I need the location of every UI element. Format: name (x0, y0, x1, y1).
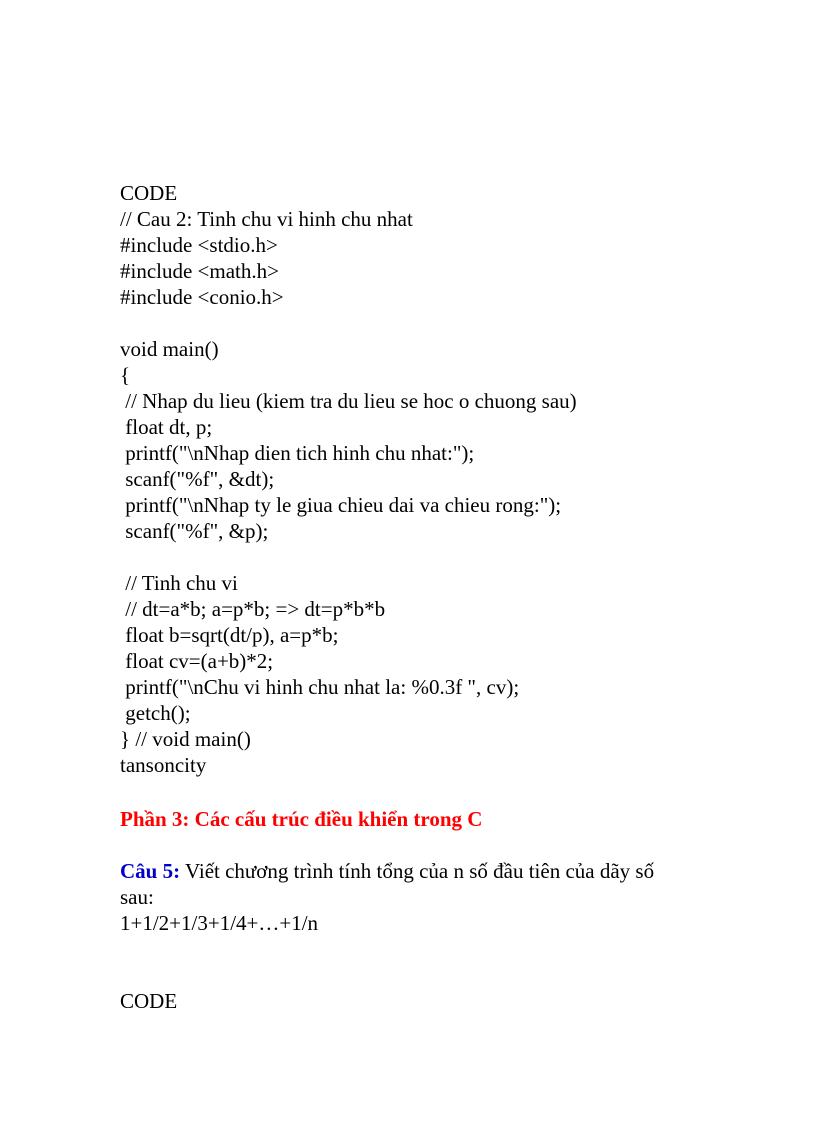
question-text: Viết chương trình tính tổng của n số đầu tiên của dãy số (180, 859, 655, 883)
code-line: void main() (120, 337, 219, 361)
code-line: // dt=a*b; a=p*b; => dt=p*b*b (120, 597, 386, 621)
code-line: float cv=(a+b)*2; (120, 649, 274, 673)
code-line: printf("\nChu vi hinh chu nhat la: %0.3f ", cv); (120, 675, 520, 699)
code-line: } // void main() (120, 727, 251, 751)
code-line: scanf("%f", &dt); (120, 467, 275, 491)
code-line: // Tinh chu vi (120, 571, 238, 595)
code-line: #include <stdio.h> (120, 233, 278, 257)
code-line: float b=sqrt(dt/p), a=p*b; (120, 623, 339, 647)
code-line: printf("\nNhap dien tich hinh chu nhat:"); (120, 441, 475, 465)
code-line: getch(); (120, 701, 191, 725)
code-line: #include <math.h> (120, 259, 279, 283)
code-line: float dt, p; (120, 415, 213, 439)
code-marker-2: CODE (120, 989, 178, 1013)
question-label: Câu 5: (120, 859, 181, 883)
series-formula: 1+1/2+1/3+1/4+…+1/n (120, 911, 319, 935)
question-line (120, 858, 654, 884)
code-line: // Nhap du lieu (kiem tra du lieu se hoc o chuong sau) (120, 389, 577, 413)
code-marker: CODE (120, 181, 178, 205)
code-line: // Cau 2: Tinh chu vi hinh chu nhat (120, 207, 413, 231)
code-line: printf("\nNhap ty le giua chieu dai va chieu rong:"); (120, 493, 562, 517)
question-text-continued: sau: (120, 885, 154, 909)
section-heading: Phần 3: Các cấu trúc điều khiển trong C (120, 807, 483, 831)
code-line: #include <conio.h> (120, 285, 284, 309)
code-line: scanf("%f", &p); (120, 519, 269, 543)
code-line: tansoncity (120, 753, 207, 777)
code-line: { (120, 363, 131, 387)
